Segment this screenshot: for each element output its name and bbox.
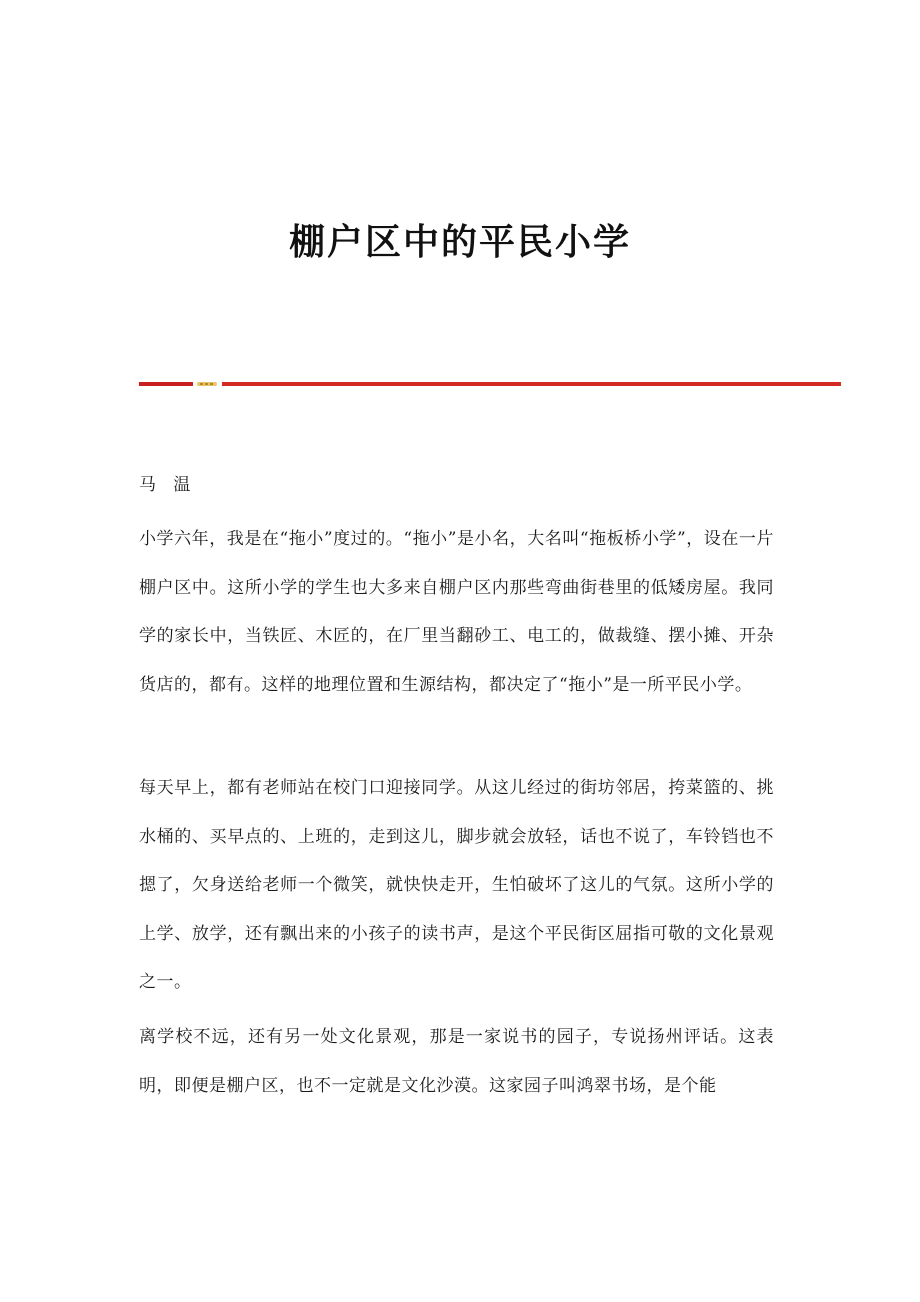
divider-bar-left [139, 382, 193, 386]
author-name: 马 温 [139, 475, 197, 495]
paragraph-2: 每天早上，都有老师站在校门口迎接同学。从这儿经过的街坊邻居，挎菜篮的、挑水桶的、买早点的、上班的，走到这儿，脚步就会放轻，话也不说了，车铃铛也不摁了，欠身送给老师一个微笑，就快快走开，生怕破坏了这儿的气氛。这所小学的上学、放学，还有飘出来的小孩子的读书声，是这个平民街区屈指可敬的文化景观之一。 [139, 778, 774, 992]
divider-ornament-icon [197, 381, 217, 387]
paragraph-3: 离学校不远，还有另一处文化景观，那是一家说书的园子，专说扬州评话。这表明，即便是棚户区，也不一定就是文化沙漠。这家园子叫鸿翠书场，是个能 [139, 1027, 774, 1096]
page-title: 棚户区中的平民小学 [288, 222, 631, 263]
divider-bar-right [222, 382, 841, 386]
paragraph-1: 小学六年，我是在“拖小”度过的。“拖小”是小名，大名叫“拖板桥小学”，设在一片棚户区中。这所小学的学生也大多来自棚户区内那些弯曲街巷里的低矮房屋。我同学的家长中，当铁匠、木匠的，在厂里当翻砂工、电工的，做裁缝、摆小摊、开杂货店的，都有。这样的地理位置和生源结构，都决定了“拖小”是一所平民小学。 [139, 529, 774, 695]
title-divider [139, 380, 841, 388]
